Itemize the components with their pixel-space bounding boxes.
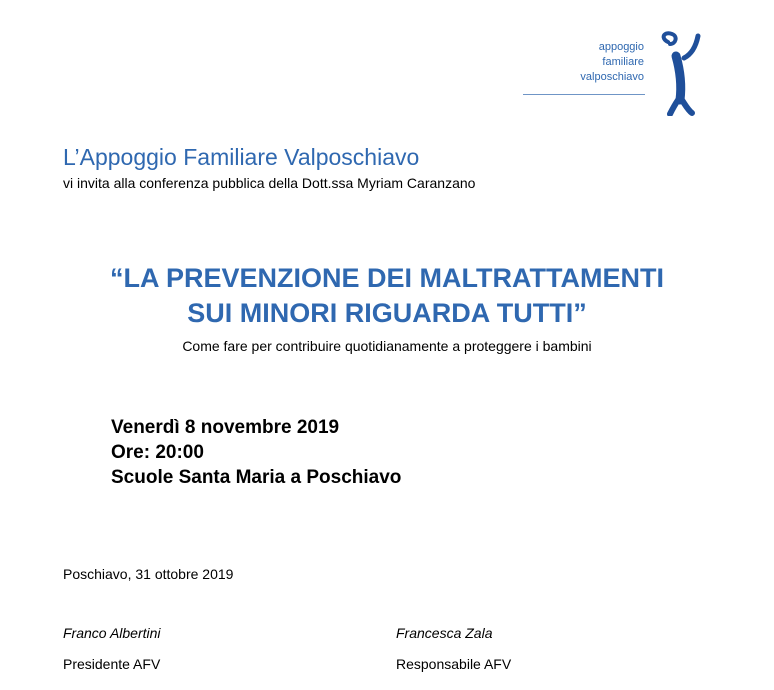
conference-title-line-2: SUI MINORI RIGUARDA TUTTI”	[187, 298, 587, 328]
signatory-name-2: Francesca Zala	[396, 625, 493, 641]
signatory-role-2: Responsabile AFV	[396, 656, 512, 672]
child-figure-icon	[654, 30, 704, 116]
signatory-role-1: Presidente AFV	[63, 656, 161, 672]
conference-title-line-1: “LA PREVENZIONE DEI MALTRATTAMENTI	[110, 263, 664, 293]
invitation-text: vi invita alla conferenza pubblica della Dott.ssa Myriam Caranzano	[63, 175, 476, 191]
event-time: Ore: 20:00	[111, 442, 204, 463]
logo-wordmark	[504, 40, 644, 85]
signatory-name-1: Franco Albertini	[63, 625, 161, 641]
logo-line-1: appoggio	[598, 41, 644, 53]
place-and-date: Poschiavo, 31 ottobre 2019	[63, 566, 234, 582]
event-date: Venerdì 8 novembre 2019	[111, 417, 340, 438]
conference-subtitle: Come fare per contribuire quotidianamente a proteggere i bambini	[182, 338, 592, 354]
logo-line-3: valposchiavo	[580, 71, 644, 83]
logo-line-2: familiare	[602, 56, 644, 68]
logo-divider	[523, 94, 645, 95]
organization-title: L’Appoggio Familiare Valposchiavo	[63, 144, 420, 170]
event-location: Scuole Santa Maria a Poschiavo	[111, 467, 402, 488]
